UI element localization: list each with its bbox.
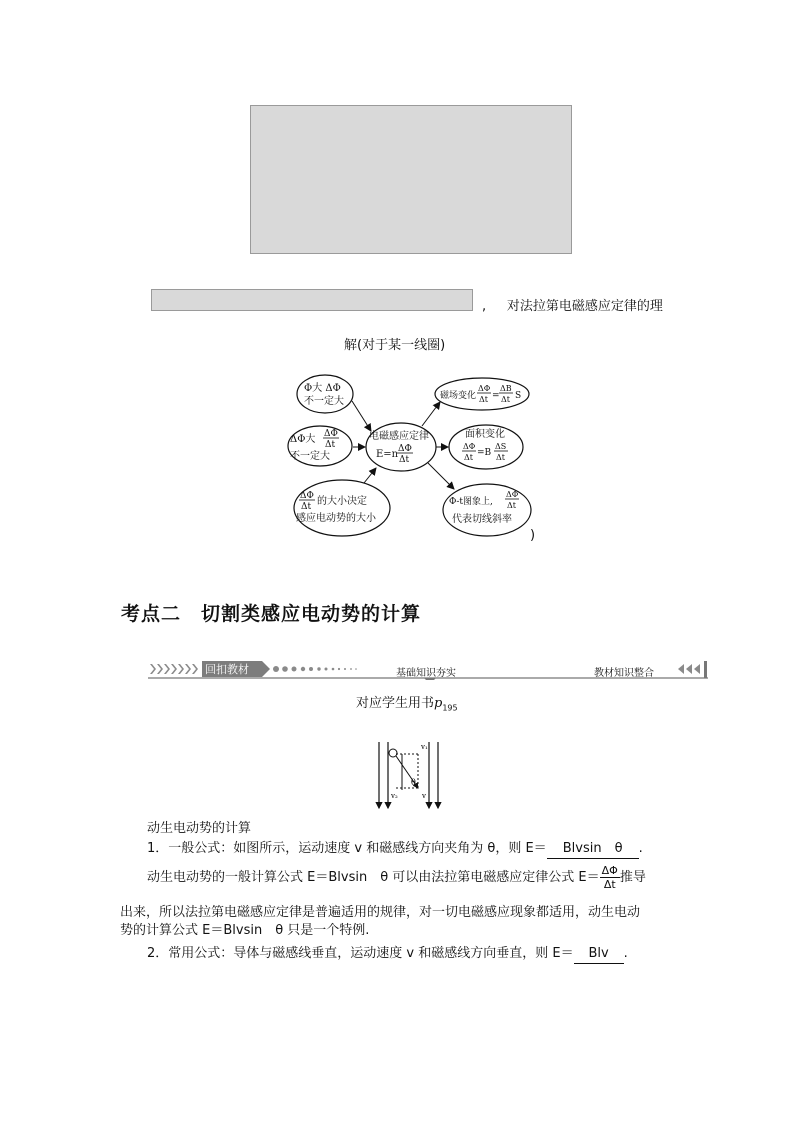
center-frac-den: Δt — [399, 455, 410, 465]
label-theta: θ — [411, 778, 416, 787]
right-top-eq1-num: ΔΦ — [478, 384, 491, 393]
reference-text: 对应学生用书 — [356, 696, 435, 711]
right-bot-frac-num: ΔΦ — [506, 490, 519, 499]
chevron-icons — [150, 664, 198, 674]
left-bot-line2: 感应电动势的大小 — [296, 513, 376, 524]
center-line2: E=n — [376, 449, 399, 460]
right-mid-eq1-num: ΔΦ — [463, 442, 476, 451]
right-top-eq2-den: Δt — [501, 395, 510, 404]
para-line2: 出来，所以法拉第电磁感应定律是普遍适用的规律，对一切电磁感应现象都适用，动生电动 — [120, 905, 641, 920]
section-heading: 考点二 切割类感应电动势的计算 — [121, 603, 422, 625]
concept-diagram — [280, 365, 550, 543]
right-mid-eq2-den: Δt — [496, 453, 505, 462]
arrow-left-bot — [364, 468, 376, 483]
conductor-circle — [389, 749, 397, 757]
right-mid-eq2-num: ΔS — [495, 442, 507, 451]
left-mid-frac-den: Δt — [325, 440, 336, 450]
left-bot-line1: 的大小决定 — [317, 496, 367, 507]
right-top-prefix: 磁场变化 — [440, 391, 477, 401]
left-mid-line2: 不一定大 — [290, 451, 330, 462]
item2 — [147, 945, 628, 964]
reference-page-sub: 195 — [442, 703, 458, 713]
item2-suffix: . — [623, 946, 628, 961]
right-bot-frac-den: Δt — [507, 501, 516, 510]
item1-answer: Blvsin θ — [547, 840, 639, 859]
para-line1 — [147, 864, 646, 891]
right-bot-line2: 代表切线斜率 — [452, 514, 512, 525]
right-top-suffix: S — [515, 391, 522, 401]
item1-suffix: . — [638, 841, 643, 856]
arrow-right-top — [422, 402, 440, 426]
label-v: v — [422, 792, 426, 800]
left-mid-line1: ΔΦ大 — [290, 434, 316, 445]
image-placeholder-top — [250, 105, 572, 254]
item2-answer: Blv — [574, 945, 624, 964]
para-line1-b: 推导 — [619, 870, 646, 885]
para-line3: 势的计算公式 E＝Blvsin θ 只是一个特例. — [120, 923, 370, 938]
reference-line — [356, 695, 458, 718]
svg-text:=: = — [492, 391, 500, 401]
item2-prefix: 2．常用公式：导体与磁感线垂直，运动速度 v 和磁感线方向垂直，则 E＝ — [147, 946, 574, 961]
left-top-line1: Φ大 ΔΦ — [304, 383, 341, 394]
banner-tag: 回扣教材 — [205, 663, 249, 676]
banner-right-label: 教材知识整合 — [594, 668, 654, 679]
right-mid-eq1-den: Δt — [464, 453, 473, 462]
body-subtitle: 动生电动势的计算 — [147, 821, 252, 836]
left-bot-frac-den: Δt — [301, 502, 312, 512]
motion-figure — [374, 740, 444, 812]
right-top-eq1-den: Δt — [479, 395, 488, 404]
para-line1-a: 动生电动势的一般计算公式 E＝Blvsin θ 可以由法拉第电磁感应定律公式 E＝ — [147, 870, 600, 885]
label-v1: v₁ — [421, 743, 428, 751]
reverse-chevron-icons — [678, 664, 700, 674]
center-frac-num: ΔΦ — [398, 444, 412, 454]
closing-paren: ) — [530, 528, 536, 543]
arrow-left-top — [352, 401, 371, 431]
image-placeholder-strip — [151, 289, 473, 311]
left-top-line2: 不一定大 — [304, 396, 344, 407]
banner-center-label: 基础知识夯实 — [396, 668, 456, 679]
right-bot-line1: Φ-t图象上, — [449, 497, 493, 507]
reference-page: p — [434, 696, 443, 711]
figure-intro-trail: , 对法拉第电磁感应定律的理 — [482, 299, 663, 314]
left-mid-frac-num: ΔΦ — [324, 429, 338, 439]
item1-prefix: 1．一般公式：如图所示，运动速度 v 和磁感线方向夹角为 θ，则 E＝ — [147, 841, 547, 856]
label-v2: v₂ — [391, 792, 398, 800]
figure-intro-line2: 解(对于某一线圈) — [344, 338, 446, 353]
center-line1: 电磁感应定律 — [369, 431, 429, 442]
item1 — [147, 840, 643, 859]
right-top-eq2-num: ΔB — [500, 384, 512, 393]
node-left-top — [297, 375, 353, 413]
right-mid-line1: 面积变化 — [465, 429, 505, 440]
dot-trail — [273, 666, 357, 672]
para-fraction: $\frac{\Delta\Phi}{\Delta t}$ — [601, 864, 618, 891]
left-bot-frac-num: ΔΦ — [300, 491, 314, 501]
right-mid-eq-mid: =B — [477, 448, 492, 458]
arrow-right-bot — [428, 463, 454, 489]
